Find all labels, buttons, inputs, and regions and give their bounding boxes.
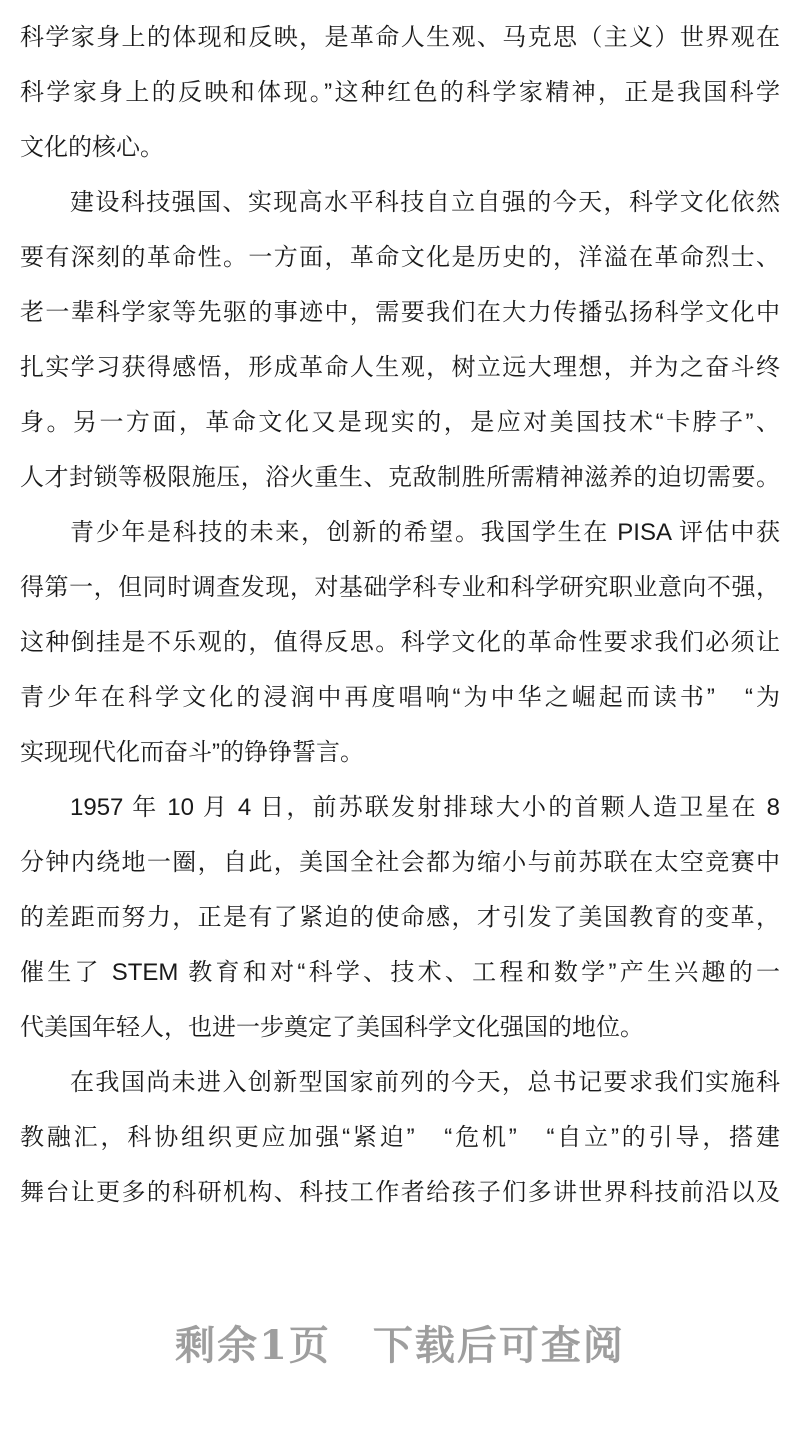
text-line: 青少年是科技的未来，创新的希望。我国学生在 PISA 评估中获 [70,519,780,546]
text-line: 实现现代化而奋斗”的铮铮誓言。 [20,739,364,766]
text-line: 文化的核心。 [20,134,164,161]
document-text-block [20,10,780,1220]
text-line: 科学家身上的反映和体现。”这种红色的科学家精神，正是我国科学 [20,79,780,106]
text-line: 分钟内绕地一圈，自此，美国全社会都为缩小与前苏联在太空竞赛中 [20,849,780,876]
remaining-pages-watermark: 剩余1页 下载后可查阅 [175,1322,625,1369]
text-line: 教融汇，科协组织更应加强“紧迫” “危机” “自立”的引导，搭建 [20,1124,780,1151]
text-line: 人才封锁等极限施压，浴火重生、克敌制胜所需精神滋养的迫切需要。 [20,464,780,491]
text-line: 身。另一方面，革命文化又是现实的，是应对美国技术“卡脖子”、 [20,409,780,436]
text-line: 舞台让更多的科研机构、科技工作者给孩子们多讲世界科技前沿以及 [20,1179,780,1206]
text-line: 1957 年 10 月 4 日，前苏联发射排球大小的首颗人造卫星在 8 [70,794,780,821]
text-line: 在我国尚未进入创新型国家前列的今天，总书记要求我们实施科 [70,1069,780,1096]
text-line: 这种倒挂是不乐观的，值得反思。科学文化的革命性要求我们必须让 [20,629,780,656]
text-line: 青少年在科学文化的浸润中再度唱响“为中华之崛起而读书” “为 [20,684,780,711]
text-line: 老一辈科学家等先驱的事迹中，需要我们在大力传播弘扬科学文化中 [20,299,780,326]
text-line: 代美国年轻人，也进一步奠定了美国科学文化强国的地位。 [20,1014,644,1041]
text-line: 扎实学习获得感悟，形成革命人生观，树立远大理想，并为之奋斗终 [20,354,780,381]
text-line: 的差距而努力，正是有了紧迫的使命感，才引发了美国教育的变革， [20,904,780,931]
text-line: 催生了 STEM 教育和对“科学、技术、工程和数学”产生兴趣的一 [20,959,780,986]
text-line: 建设科技强国、实现高水平科技自立自强的今天，科学文化依然 [70,189,780,216]
text-line: 得第一，但同时调查发现，对基础学科专业和科学研究职业意向不强， [20,574,780,601]
text-line: 要有深刻的革命性。一方面，革命文化是历史的，洋溢在革命烈士、 [20,244,780,271]
text-line: 科学家身上的体现和反映，是革命人生观、马克思（主义）世界观在 [20,24,780,51]
